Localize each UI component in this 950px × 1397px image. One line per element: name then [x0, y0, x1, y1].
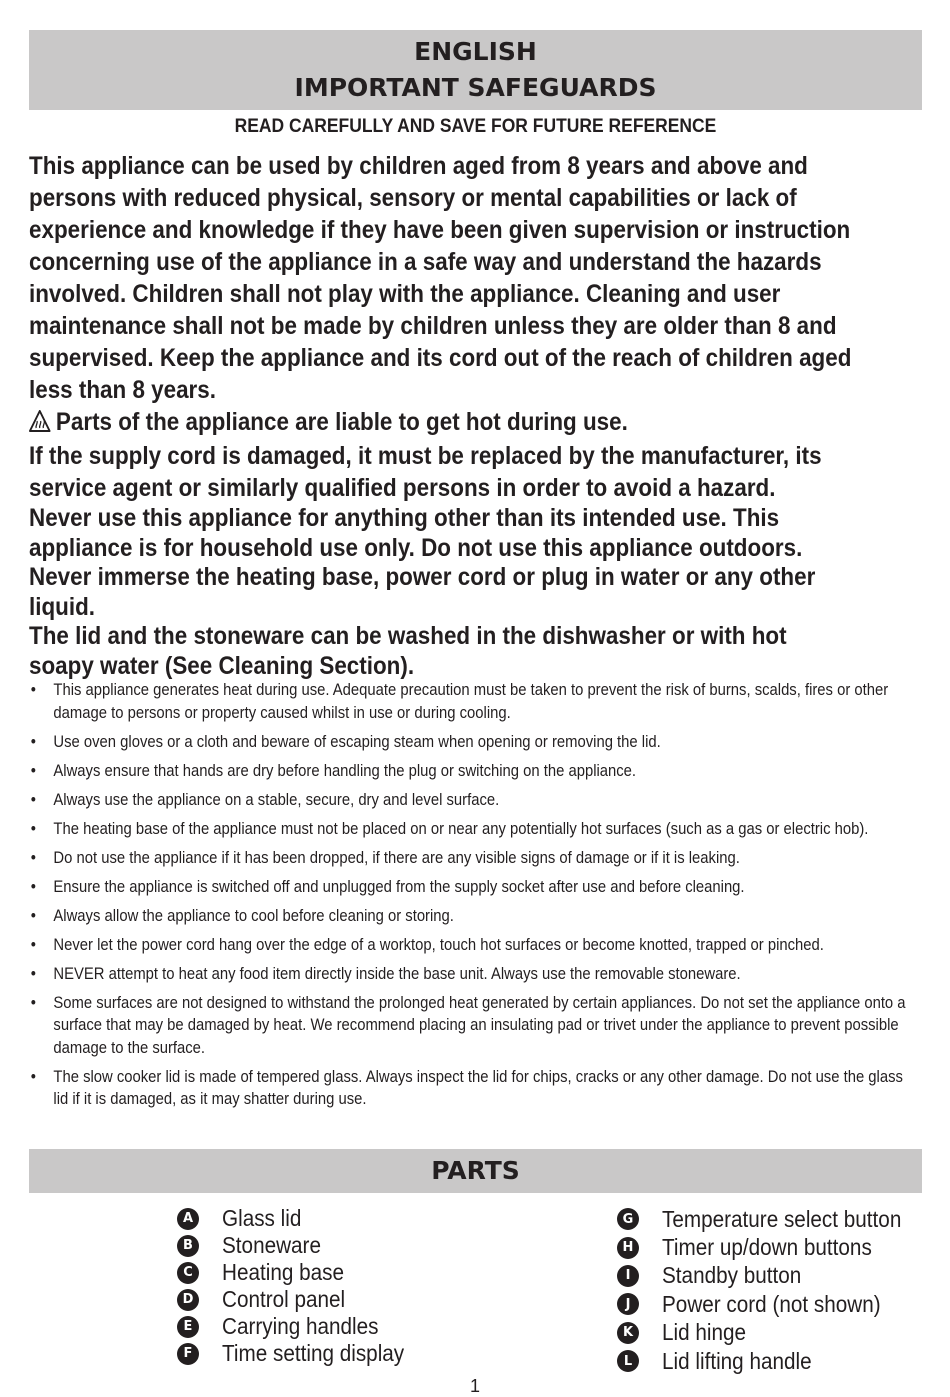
bullet-text: Do not use the appliance if it has been dropped, if there are any visible signs of damage or if it is leaking.: [53, 847, 740, 867]
letter-a-icon: A: [177, 1208, 199, 1230]
bullet-icon: •: [30, 847, 36, 867]
part-item-d: [177, 1286, 424, 1313]
bullet-icon: •: [30, 1066, 36, 1086]
bullet-text: Some surfaces are not designed to withstand the prolonged heat generated by certain appliances. Do not set the appliance onto a surface that may be damaged by heat. We recommend placing an insulating pad or trivet under the appliance to prevent possible damage to the surface.: [53, 992, 906, 1057]
parts-list-right: [617, 1205, 928, 1375]
part-label: Standby button: [662, 1262, 802, 1289]
part-item-b: [177, 1232, 424, 1259]
list-item: [29, 679, 918, 724]
supply-cord-warning: If the supply cord is damaged, it must be replaced by the manufacturer, its service agent or similarly qualified persons in order to avoid a hazard.: [29, 442, 822, 502]
letter-f-icon: F: [177, 1343, 199, 1365]
list-item: [29, 789, 918, 812]
bullet-icon: •: [30, 789, 36, 809]
safety-warnings: [29, 150, 854, 681]
bullet-text: Use oven gloves or a cloth and beware of escaping steam when opening or removing the lid.: [53, 731, 661, 751]
part-label: Control panel: [222, 1286, 346, 1312]
bullet-text: Ensure the appliance is switched off and unplugged from the supply socket after use and before cleaning.: [53, 876, 745, 896]
list-item: [29, 876, 918, 899]
hot-parts-text: Parts of the appliance are liable to get hot during use.: [55, 408, 628, 436]
intended-use-warning: Never use this appliance for anything other than its intended use. This appliance is for household use only. Do not use this appliance outdoors.: [29, 504, 803, 562]
part-label: Carrying handles: [222, 1313, 379, 1339]
dishwasher-note: The lid and the stoneware can be washed in the dishwasher or with hot soapy water (See Cleaning Section).: [29, 622, 787, 680]
letter-c-icon: C: [177, 1262, 199, 1284]
hot-parts-warning: [29, 406, 854, 440]
bullet-text: Always ensure that hands are dry before handling the plug or switching on the appliance.: [53, 760, 637, 780]
letter-l-icon: L: [617, 1350, 639, 1372]
letter-i-icon: I: [617, 1265, 639, 1287]
bullet-icon: •: [30, 760, 36, 780]
part-item-h: [617, 1233, 928, 1261]
bullet-icon: •: [30, 680, 36, 699]
bullet-icon: •: [30, 818, 36, 838]
parts-list-left: [177, 1205, 424, 1367]
part-item-c: [177, 1259, 424, 1286]
part-item-j: [617, 1290, 928, 1318]
header-band: [29, 30, 922, 110]
list-item: [29, 992, 918, 1060]
page-title: IMPORTANT SAFEGUARDS: [294, 73, 657, 102]
subtitle: READ CAREFULLY AND SAVE FOR FUTURE REFERENCE: [234, 116, 717, 137]
safety-bullet-list: [29, 679, 918, 1117]
part-label: Stoneware: [222, 1232, 321, 1258]
bullet-icon: •: [30, 934, 36, 954]
part-label: Lid lifting handle: [662, 1347, 812, 1374]
list-item: [29, 847, 918, 870]
part-label: Glass lid: [222, 1205, 302, 1231]
immerse-warning: Never immerse the heating base, power cord or plug in water or any other liquid.: [29, 563, 816, 621]
bullet-text: The heating base of the appliance must not be placed on or near any potentially hot surfaces (such as a gas or electric hob).: [53, 818, 869, 838]
list-item: [29, 905, 918, 928]
letter-j-icon: J: [617, 1293, 639, 1315]
children-warning: This appliance can be used by children aged from 8 years and above and persons with reduced physical, sensory or mental capabilities or lack of experience and knowledge if they have been given supervision or instruction concerning use of the appliance in a safe way and understand the hazards involved. Children shall not play with the appliance. Cleaning and user maintenance shall not be made by children unless they are older than 8 and supervised. Keep the appliance and its cord out of the reach of children aged less than 8 years.: [29, 152, 852, 404]
part-label: Heating base: [222, 1259, 344, 1285]
letter-e-icon: E: [177, 1316, 199, 1338]
part-item-a: [177, 1205, 424, 1232]
bullet-text: Always use the appliance on a stable, secure, dry and level surface.: [53, 789, 500, 809]
page-number: 1: [469, 1376, 480, 1396]
bullet-text: NEVER attempt to heat any food item directly inside the base unit. Always use the removable stoneware.: [53, 963, 741, 983]
bullet-icon: •: [30, 905, 36, 925]
letter-h-icon: H: [617, 1237, 639, 1259]
bullet-icon: •: [30, 876, 36, 896]
part-label: Lid hinge: [662, 1319, 747, 1346]
bullet-text: Never let the power cord hang over the edge of a worktop, touch hot surfaces or become knotted, trapped or pinched.: [53, 934, 824, 954]
part-label: Temperature select button: [662, 1205, 902, 1232]
list-item: [29, 760, 918, 783]
bullet-text: This appliance generates heat during use. Adequate precaution must be taken to prevent the risk of burns, scalds, fires or other damage to persons or property caused whilst in use or during cooling.: [53, 680, 889, 722]
part-item-l: [617, 1347, 928, 1375]
letter-k-icon: K: [617, 1322, 639, 1344]
hot-surface-warning-icon: [29, 408, 51, 440]
list-item: [29, 731, 918, 754]
parts-heading: PARTS: [29, 1149, 922, 1193]
part-item-e: [177, 1313, 424, 1340]
part-label: Time setting display: [222, 1340, 405, 1366]
list-item: [29, 934, 918, 957]
letter-b-icon: B: [177, 1235, 199, 1257]
list-item: [29, 963, 918, 986]
part-item-g: [617, 1205, 928, 1233]
letter-g-icon: G: [617, 1208, 639, 1230]
part-item-k: [617, 1319, 928, 1347]
bullet-icon: •: [30, 731, 36, 751]
part-item-i: [617, 1262, 928, 1290]
bullet-text: The slow cooker lid is made of tempered glass. Always inspect the lid for chips, cracks or any other damage. Do not use the glass lid if it is damaged, as it may shatter during use.: [53, 1066, 903, 1108]
bullet-icon: •: [30, 963, 36, 983]
bullet-icon: •: [30, 992, 36, 1012]
part-label: Power cord (not shown): [662, 1290, 881, 1317]
list-item: [29, 1066, 918, 1111]
part-item-f: [177, 1340, 424, 1367]
list-item: [29, 818, 918, 841]
language-heading: ENGLISH: [414, 37, 537, 66]
part-label: Timer up/down buttons: [662, 1234, 872, 1261]
bullet-text: Always allow the appliance to cool before cleaning or storing.: [53, 905, 454, 925]
letter-d-icon: D: [177, 1289, 199, 1311]
